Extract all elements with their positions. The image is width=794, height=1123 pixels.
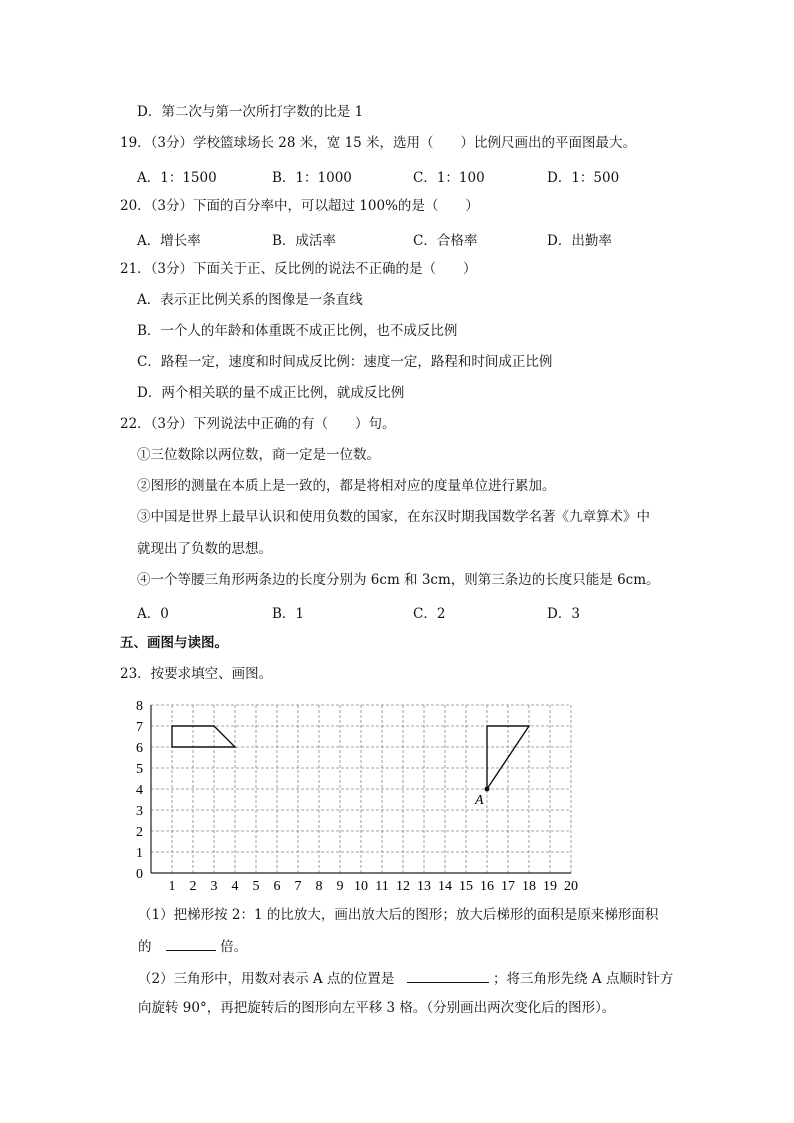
point-a-position-blank[interactable] [407, 968, 489, 983]
q22-statement-2: ②图形的测量在本质上是一致的，都是将相对应的度量单位进行累加。 [137, 478, 556, 494]
q22-option-a: A．0 [137, 606, 169, 622]
q19-option-a: A．1：1500 [137, 170, 217, 186]
trapezoid-shape [172, 726, 235, 747]
y-tick-label: 5 [136, 762, 143, 777]
q22-stem: 22．（3分）下列说法中正确的有（ ）句。 [120, 416, 396, 432]
q23-part2-suffix: ；将三角形先绕 A 点顺时针方 [493, 971, 674, 987]
q19-option-d: D．1：500 [547, 170, 620, 186]
q20-option-c: C．合格率 [413, 233, 478, 249]
q23-part1-suffix: 倍。 [220, 939, 248, 955]
x-tick-label: 16 [480, 879, 494, 894]
x-tick-label: 11 [375, 879, 389, 894]
q21-option-b: B．一个人的年龄和体重既不成正比例，也不成反比例 [137, 323, 458, 339]
y-tick-label: 8 [136, 699, 143, 714]
q23-part2-line1 [138, 968, 673, 988]
q23-part1-line2 [138, 936, 247, 956]
x-tick-label: 4 [231, 879, 239, 894]
x-tick-label: 2 [189, 879, 197, 894]
x-tick-label: 1 [168, 879, 176, 894]
q22-statement-1: ①三位数除以两位数，商一定是一位数。 [137, 447, 380, 463]
area-ratio-blank[interactable] [166, 936, 216, 951]
q22-option-b: B．1 [272, 606, 305, 622]
x-tick-label: 15 [459, 879, 473, 894]
q23-part1-prefix: 的 [138, 939, 152, 955]
y-tick-label: 2 [136, 825, 143, 840]
q19-stem: 19．（3分）学校篮球场长 28 米，宽 15 米，选用（ ）比例尺画出的平面图最大。 [120, 135, 637, 151]
q20-option-d: D．出勤率 [547, 233, 612, 249]
q21-option-d: D．两个相关联的量不成正比例，就成反比例 [137, 385, 405, 401]
q20-option-b: B．成活率 [272, 233, 336, 249]
coordinate-grid [125, 690, 595, 895]
q22-option-d: D．3 [547, 606, 580, 622]
x-tick-label: 9 [336, 879, 344, 894]
q19-option-b: B．1：1000 [272, 170, 352, 186]
x-tick-label: 19 [543, 879, 557, 894]
q20-stem: 20．（3分）下面的百分率中，可以超过 100%的是（ ） [120, 198, 479, 214]
y-tick-label: 0 [136, 867, 143, 882]
q22-statement-3: ③中国是世界上最早认识和使用负数的国家，在东汉时期我国数学名著《九章算术》中 [137, 509, 650, 525]
y-tick-label: 7 [136, 720, 143, 735]
q23-part2-line2: 向旋转 90°，再把旋转后的图形向左平移 3 格。（分别画出两次变化后的图形）。 [138, 1000, 616, 1016]
q23-part1-line1: （1）把梯形按 2：1 的比放大，画出放大后的图形；放大后梯形的面积是原来梯形面积 [138, 907, 659, 923]
point-a-label: A [475, 793, 484, 808]
x-tick-label: 3 [210, 879, 218, 894]
q23-part2-prefix: （2）三角形中，用数对表示 A 点的位置是 [138, 971, 395, 987]
q21-option-a: A．表示正比例关系的图像是一条直线 [137, 292, 363, 308]
x-tick-label: 18 [522, 879, 536, 894]
x-tick-label: 5 [252, 879, 260, 894]
x-tick-label: 14 [438, 879, 452, 894]
q22-statement-3-cont: 就现出了负数的思想。 [137, 541, 272, 557]
section-title: 五、画图与读图。 [120, 635, 228, 651]
x-tick-label: 6 [273, 879, 281, 894]
x-tick-label: 8 [315, 879, 323, 894]
x-tick-label: 17 [501, 879, 515, 894]
x-tick-label: 13 [417, 879, 431, 894]
q22-option-c: C．2 [413, 606, 446, 622]
q21-stem: 21．（3分）下面关于正、反比例的说法不正确的是（ ） [120, 261, 477, 277]
x-tick-label: 12 [396, 879, 410, 894]
q22-statement-4: ④一个等腰三角形两条边的长度分别为 6cm 和 3cm，则第三条边的长度只能是 6cm。 [137, 572, 660, 588]
y-tick-label: 4 [136, 783, 143, 798]
x-tick-label: 7 [294, 879, 302, 894]
y-tick-label: 3 [136, 804, 143, 819]
y-tick-label: 6 [136, 741, 143, 756]
q19-option-c: C．1：100 [413, 170, 485, 186]
x-tick-label: 20 [564, 879, 578, 894]
y-tick-label: 1 [136, 846, 143, 861]
point-a-dot [485, 787, 490, 792]
q23-stem: 23．按要求填空、画图。 [120, 666, 273, 682]
q20-option-a: A．增长率 [137, 233, 201, 249]
x-tick-label: 10 [354, 879, 368, 894]
q21-option-c: C．路程一定，速度和时间成反比例：速度一定，路程和时间成正比例 [137, 354, 553, 370]
q18-option-d: D．第二次与第一次所打字数的比是 1 [137, 104, 364, 120]
